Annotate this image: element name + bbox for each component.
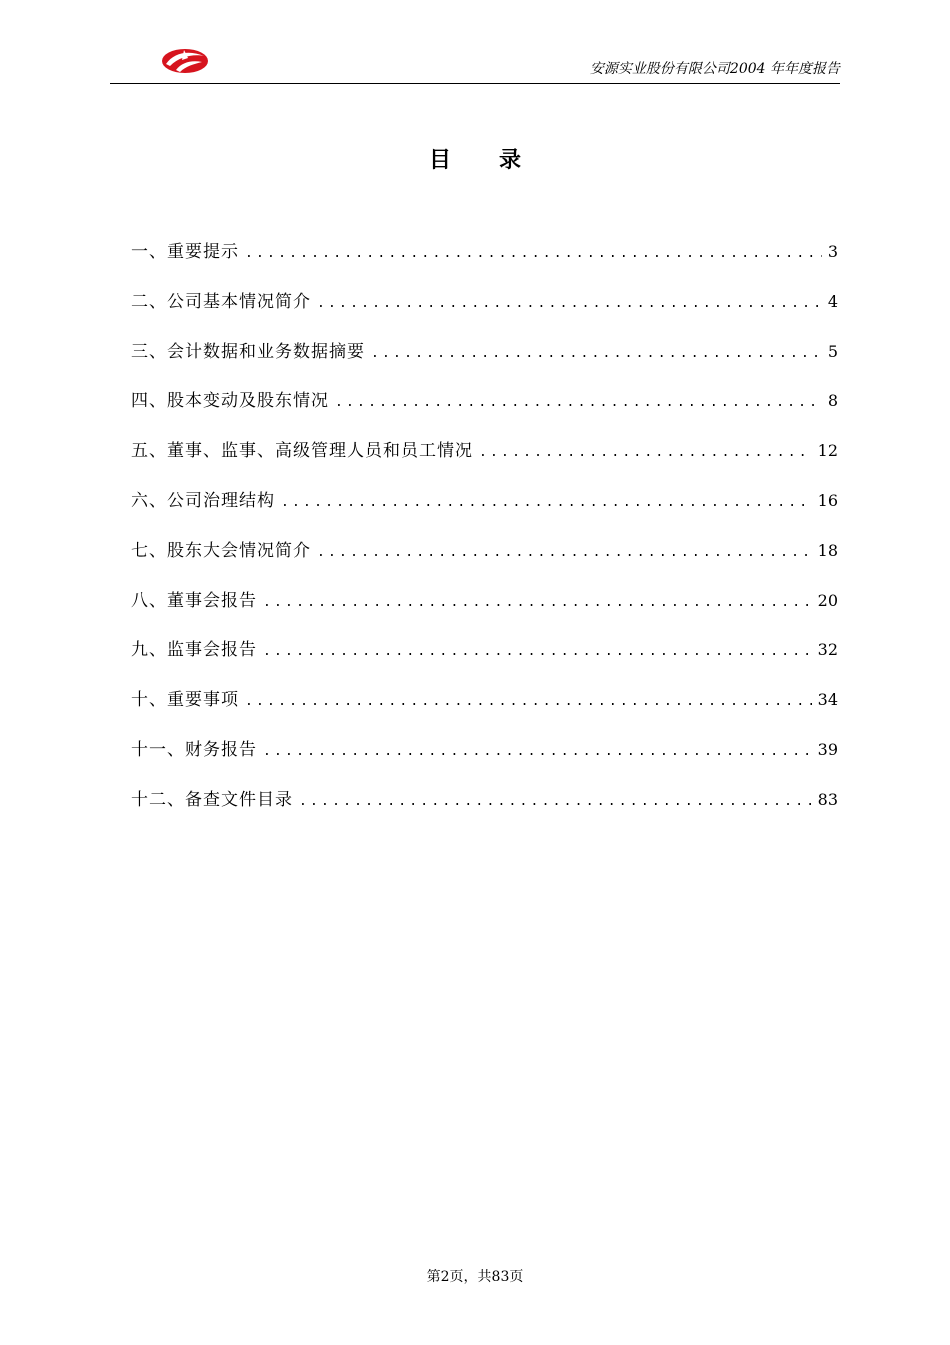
toc-entry-label: 十二、备查文件目录 <box>131 789 293 810</box>
toc-dot-leader <box>245 694 812 709</box>
toc-entry-label: 八、董事会报告 <box>131 590 257 611</box>
toc-entry-label: 五、董事、监事、高级管理人员和员工情况 <box>131 441 473 462</box>
toc-entry-label: 九、监事会报告 <box>131 640 257 661</box>
toc-entry-label: 十一、财务报告 <box>131 739 257 760</box>
toc-entry-label: 六、公司治理结构 <box>131 490 275 511</box>
toc-entry[interactable] <box>131 685 838 735</box>
toc-entry-page-number: 39 <box>817 739 838 759</box>
toc-entry-label: 二、公司基本情况简介 <box>131 291 311 312</box>
toc-entry-page-number: 32 <box>817 640 838 660</box>
toc-entry[interactable] <box>131 536 838 586</box>
toc-entry-page-number: 18 <box>817 540 838 560</box>
toc-entry[interactable] <box>131 287 838 337</box>
toc-entry[interactable] <box>131 386 838 436</box>
toc-dot-leader <box>263 744 812 759</box>
toc-entry[interactable] <box>131 486 838 536</box>
toc-dot-leader <box>335 395 822 410</box>
toc-dot-leader <box>263 644 812 659</box>
toc-dot-leader <box>317 545 812 560</box>
toc-entry-page-number: 8 <box>827 391 838 411</box>
toc-dot-leader <box>263 595 812 610</box>
toc-entry[interactable] <box>131 436 838 486</box>
toc-dot-leader <box>371 346 822 361</box>
toc-dot-leader <box>479 445 812 460</box>
toc-entry-page-number: 12 <box>817 441 838 461</box>
toc-dot-leader <box>299 794 812 809</box>
toc-entry-page-number: 34 <box>817 690 838 710</box>
toc-entry-label: 一、重要提示 <box>131 242 239 262</box>
toc-entry[interactable] <box>131 237 838 287</box>
toc-entry-page-number: 3 <box>827 242 838 261</box>
toc-entry-page-number: 20 <box>817 590 838 610</box>
report-header-title: 安源实业股份有限公司2004 年年度报告 <box>589 61 840 77</box>
toc-entry-label: 四、股本变动及股东情况 <box>131 391 329 412</box>
toc-entry-page-number: 4 <box>827 291 838 311</box>
toc-dot-leader <box>245 246 822 261</box>
toc-dot-leader <box>317 296 822 311</box>
company-logo-icon <box>160 44 210 78</box>
page-header <box>110 40 840 84</box>
page-footer: 第2页，共83页 <box>426 1269 524 1285</box>
toc-entry[interactable] <box>131 586 838 636</box>
toc-entry-label: 十、重要事项 <box>131 690 239 711</box>
toc-entry[interactable] <box>131 337 838 387</box>
toc-dot-leader <box>281 495 812 510</box>
toc-entry-label: 三、会计数据和业务数据摘要 <box>131 341 365 362</box>
toc-title: 目录 <box>428 148 569 173</box>
toc-entry-label: 七、股东大会情况简介 <box>131 540 311 561</box>
toc-list <box>131 237 838 835</box>
toc-entry[interactable] <box>131 635 838 685</box>
toc-entry-page-number: 83 <box>817 789 838 809</box>
toc-entry-page-number: 16 <box>817 490 838 510</box>
toc-entry[interactable] <box>131 785 838 835</box>
toc-entry-page-number: 5 <box>827 341 838 361</box>
toc-entry[interactable] <box>131 735 838 785</box>
